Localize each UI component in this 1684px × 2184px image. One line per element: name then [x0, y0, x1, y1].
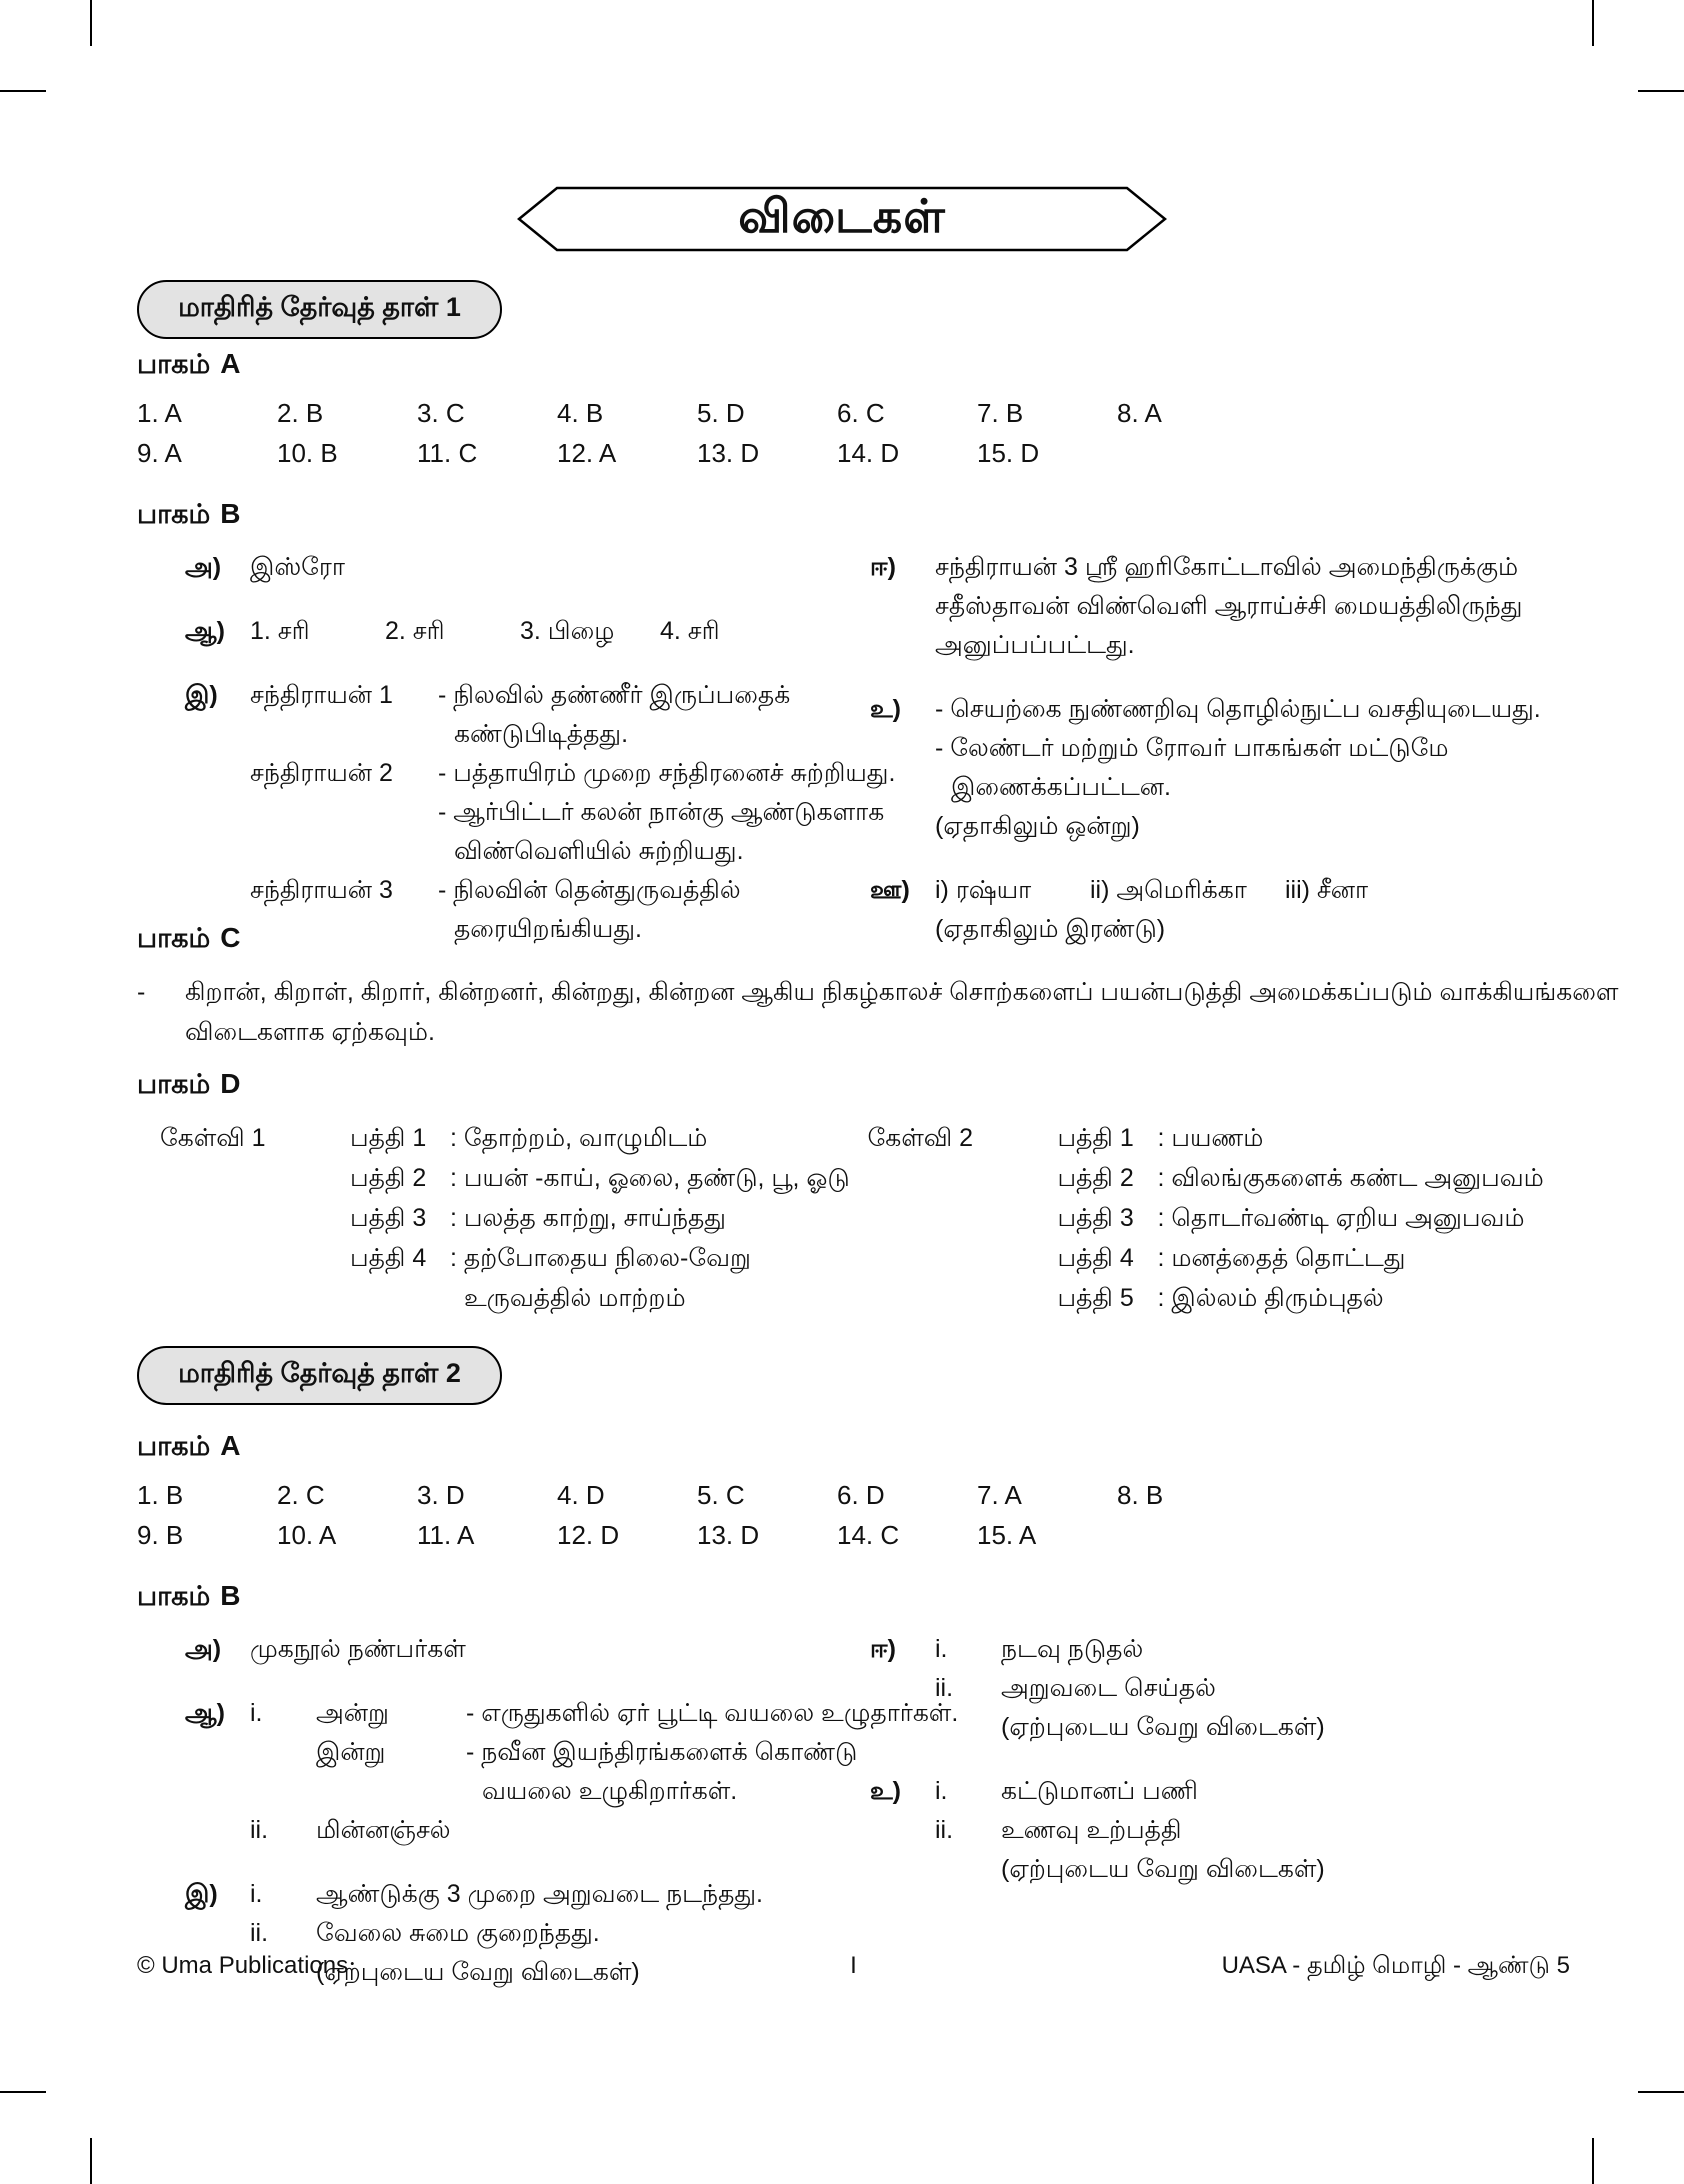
mission-name: சந்திராயன் 3 [250, 876, 393, 904]
paragraph-label: பத்தி 1 [350, 1124, 427, 1152]
answer-note: (ஏதாகிலும் இரண்டு) [935, 915, 1166, 943]
part-heading-letter: C [220, 922, 241, 953]
paper1-part-c-heading [137, 922, 1570, 958]
answer-cell: 3. C [417, 398, 465, 428]
paper1-part-b-left-column [137, 548, 896, 974]
answer-text: இஸ்ரோ [250, 553, 345, 581]
answer-cell: 14. C [837, 1520, 900, 1550]
section-label: உ) [870, 695, 902, 723]
numbered-row [935, 1708, 1570, 1747]
answer-item-u [870, 1772, 1570, 1889]
answer-cell: 10. A [277, 1520, 337, 1550]
paragraph-answer: : பயணம் [1157, 1124, 1264, 1152]
paragraph-label: பத்தி 3 [350, 1204, 427, 1232]
paragraph-row [868, 1238, 1571, 1278]
paragraph-label: பத்தி 2 [350, 1164, 427, 1192]
answer-cell: 6. C [837, 398, 885, 428]
paragraph-row [868, 1158, 1571, 1198]
answer-item-ii [870, 548, 1570, 665]
copyright-text: © Uma Publications [137, 1952, 349, 1979]
numbered-row [935, 1811, 1570, 1850]
answer-cell: 7. B [977, 398, 1024, 428]
answer-note: (ஏதாகிலும் ஒன்று) [935, 812, 1140, 840]
paragraph-label: பத்தி 5 [1057, 1284, 1134, 1312]
answer-cell: 4. D [557, 1480, 605, 1510]
answer-text: - நிலவில் தண்ணீர் இருப்பதைக் [438, 681, 791, 709]
answer-text: வேலை சுமை குறைந்தது. [316, 1919, 600, 1947]
chandrayaan-row [250, 676, 870, 754]
paper1-part-b-right-column [870, 548, 1570, 974]
answer-cell: 15. D [977, 438, 1040, 468]
country-answer: i) ரஷ்யா [935, 876, 1032, 904]
paper2-part-a-answers-row1 [137, 1480, 1570, 1511]
question-name [868, 1158, 1058, 1198]
answer-text: தரையிறங்கியது. [454, 915, 642, 943]
part-heading-tamil: பாகம் [137, 349, 211, 379]
question-name: கேள்வி 2 [867, 1124, 974, 1152]
time-word [316, 1772, 466, 1811]
answer-cell: 2. B [277, 398, 324, 428]
answer-cell: 9. A [137, 438, 182, 468]
answer-text: - நவீன இயந்திரங்களைக் கொண்டு [466, 1738, 858, 1766]
paper1-part-c-note [137, 972, 1619, 1052]
roman-numeral: i. [250, 1880, 263, 1908]
true-false-answer: 3. பிழை [520, 617, 615, 645]
question-name [868, 1278, 1058, 1318]
paragraph-label [350, 1278, 450, 1318]
answer-cell: 6. D [837, 1480, 885, 1510]
numbered-row [250, 1694, 959, 1733]
paper1-part-a-heading [137, 348, 1570, 384]
part-heading-tamil: பாகம் [137, 923, 211, 953]
paragraph-answer: : தற்போதைய நிலை-வேறு [450, 1244, 751, 1272]
mission-name: சந்திராயன் 1 [250, 681, 393, 709]
answer-text: கிறான், கிறாள், கிறார், கின்றனர், கின்றது, கின்றன ஆகிய நிகழ்காலச் சொற்களைப் பயன்படுத்தி அமைக்கப்படும் வாக்கியங்களை [185, 978, 1619, 1006]
paragraph-answer: : தொடர்வண்டி ஏறிய அனுபவம் [1157, 1204, 1525, 1232]
answer-note: (ஏற்புடைய வேறு விடைகள்) [1001, 1713, 1325, 1741]
answer-text: - நிலவின் தென்துருவத்தில் [438, 876, 741, 904]
part-heading-letter: B [220, 498, 241, 529]
crop-mark-top-right-horizontal [1638, 90, 1684, 92]
paper2-part-a-answers-row2 [137, 1520, 1570, 1551]
answer-cell: 12. A [557, 438, 617, 468]
part-heading-tamil: பாகம் [137, 1431, 211, 1461]
answer-item-a [137, 548, 870, 587]
crop-mark-bottom-right-horizontal [1638, 2091, 1684, 2093]
answer-item-a [137, 1630, 870, 1669]
roman-numeral: ii. [935, 1674, 954, 1702]
paragraph-label: பத்தி 2 [1057, 1164, 1134, 1192]
chandrayaan-row [250, 754, 896, 871]
paragraph-label: பத்தி 4 [350, 1244, 427, 1272]
paragraph-answer: : விலங்குகளைக் கண்ட அனுபவம் [1157, 1164, 1544, 1192]
answer-text: ஆண்டுக்கு 3 முறை அறுவடை நடந்தது. [316, 1880, 763, 1908]
paper1-part-d-heading [137, 1068, 1570, 1104]
page-number: I [850, 1952, 857, 1979]
paper1-part-a-answers-row2 [137, 438, 1570, 469]
answer-cell: 15. A [977, 1520, 1037, 1550]
section-label: இ) [185, 1880, 218, 1908]
roman-numeral: ii. [250, 1919, 269, 1947]
paragraph-row [160, 1278, 863, 1318]
crop-mark-top-right-vertical [1592, 0, 1594, 46]
numbered-row [250, 1811, 870, 1850]
answer-cell: 9. B [137, 1520, 184, 1550]
answer-cell: 2. C [277, 1480, 325, 1510]
answer-cell: 8. B [1117, 1480, 1164, 1510]
section-label: ஆ) [185, 1699, 225, 1727]
answer-text: முகநூல் நண்பர்கள் [250, 1635, 466, 1663]
crop-mark-top-left-vertical [90, 0, 92, 46]
crop-mark-top-left-horizontal [0, 90, 46, 92]
crop-mark-bottom-left-vertical [90, 2138, 92, 2184]
question-name [160, 1278, 350, 1318]
roman-numeral: i. [935, 1635, 948, 1663]
roman-numeral [935, 1708, 1001, 1747]
roman-numeral [250, 1772, 316, 1811]
paper1-part-d [137, 1068, 1570, 1318]
part-heading-letter: D [220, 1068, 241, 1099]
crop-mark-bottom-left-horizontal [0, 2091, 46, 2093]
answer-text: உணவு உற்பத்தி [1001, 1816, 1182, 1844]
dash-bullet: - [137, 978, 146, 1006]
paper1-part-a-answers-row1 [137, 398, 1570, 429]
answer-text: விண்வெளியில் சுற்றியது. [454, 837, 744, 865]
answer-cell: 14. D [837, 438, 900, 468]
answer-cell: 13. D [697, 438, 760, 468]
section-label: ஆ) [185, 617, 225, 645]
paragraph-row [160, 1198, 863, 1238]
answer-text: - ஆர்பிட்டர் கலன் நான்கு ஆண்டுகளாக [438, 798, 885, 826]
paragraph-answer: : மனத்தைத் தொட்டது [1157, 1244, 1406, 1272]
answer-note: (ஏற்புடைய வேறு விடைகள்) [316, 1958, 640, 1986]
numbered-row [250, 1733, 870, 1772]
answer-item-aa [137, 612, 870, 651]
answer-text: - எருதுகளில் ஏர் பூட்டி வயலை உழுதார்கள். [466, 1699, 959, 1727]
answer-text: கட்டுமானப் பணி [1001, 1777, 1198, 1805]
answer-text: வயலை உழுகிறார்கள். [482, 1777, 738, 1805]
question-name [160, 1158, 350, 1198]
part-heading-tamil: பாகம் [137, 499, 211, 529]
paper2-badge-label: மாதிரித் தேர்வுத் தாள் 2 [178, 1358, 461, 1388]
answer-cell: 1. B [137, 1480, 184, 1510]
section-label: ஈ) [870, 553, 896, 581]
paragraph-row [868, 1118, 1571, 1158]
time-word: இன்று [316, 1738, 386, 1766]
paper1-part-b [137, 498, 1570, 974]
answer-text: - லேண்டர் மற்றும் ரோவர் பாகங்கள் மட்டுமே [935, 734, 1449, 762]
paragraph-answer: : தோற்றம், வாழுமிடம் [450, 1124, 708, 1152]
true-false-answer: 2. சரி [385, 617, 445, 645]
paper1-badge [137, 280, 502, 339]
crop-mark-bottom-right-vertical [1592, 2138, 1594, 2184]
roman-numeral: ii. [250, 1816, 269, 1844]
paragraph-row [868, 1278, 1571, 1318]
numbered-row [250, 1875, 870, 1914]
answer-cell: 5. C [697, 1480, 745, 1510]
answer-cell: 3. D [417, 1480, 465, 1510]
book-series-text: UASA - தமிழ் மொழி - ஆண்டு 5 [1221, 1952, 1570, 1979]
section-label: அ) [185, 1635, 222, 1663]
roman-numeral: i. [935, 1777, 948, 1805]
page-title: விடைகள் [738, 189, 946, 242]
question-name [868, 1238, 1058, 1278]
paragraph-answer: : பலத்த காற்று, சாய்ந்தது [450, 1204, 726, 1232]
paragraph-answer: உருவத்தில் மாற்றம் [464, 1284, 686, 1312]
answer-cell: 4. B [557, 398, 604, 428]
true-false-answer: 4. சரி [660, 617, 720, 645]
paragraph-row [868, 1198, 1571, 1238]
paragraph-row [160, 1158, 863, 1198]
section-label: இ) [185, 681, 218, 709]
numbered-row [250, 1772, 870, 1811]
paper2-part-a [137, 1430, 1570, 1551]
answer-text: அனுப்பப்பட்டது. [935, 631, 1135, 659]
roman-numeral: ii. [935, 1816, 954, 1844]
answer-item-i [137, 676, 896, 949]
question2-block [863, 1118, 1571, 1318]
title-banner [517, 186, 1167, 252]
country-answer: iii) சீனா [1285, 876, 1369, 904]
paragraph-answer: : பயன் -காய், ஓலை, தண்டு, பூ, ஓடு [450, 1164, 850, 1192]
paragraph-answer: : இல்லம் திரும்புதல் [1157, 1284, 1384, 1312]
answer-text: சந்திராயன் 3 ஸ்ரீ ஹரிகோட்டாவில் அமைந்திருக்கும் [935, 553, 1519, 581]
country-answer: ii) அமெரிக்கா [1090, 876, 1247, 904]
part-heading-tamil: பாகம் [137, 1069, 211, 1099]
answer-item-aa [137, 1694, 959, 1850]
answer-cell: 8. A [1117, 398, 1162, 428]
time-word: அன்று [316, 1699, 389, 1727]
answer-text: கண்டுபிடித்தது. [454, 720, 629, 748]
paper1-part-c [137, 922, 1619, 1052]
numbered-row [935, 1630, 1570, 1669]
answer-text: விடைகளாக ஏற்கவும். [185, 1018, 435, 1046]
paragraph-row [160, 1118, 863, 1158]
question-name: கேள்வி 1 [160, 1124, 266, 1152]
paper2-part-b-heading [137, 1580, 1570, 1616]
roman-numeral [935, 1850, 1001, 1889]
paper1-part-b-heading [137, 498, 1570, 534]
part-heading-letter: A [220, 1430, 241, 1461]
question-name [160, 1198, 350, 1238]
paper1-part-a [137, 348, 1570, 469]
paper2-part-a-heading [137, 1430, 1570, 1466]
section-label: ஊ) [870, 876, 910, 904]
paper2-badge [137, 1346, 502, 1405]
part-heading-letter: A [220, 348, 241, 379]
mission-name: சந்திராயன் 2 [250, 759, 393, 787]
true-false-answer: 1. சரி [250, 617, 310, 645]
answer-text: - பத்தாயிரம் முறை சந்திரனைச் சுற்றியது. [438, 759, 896, 787]
answer-cell: 7. A [977, 1480, 1022, 1510]
question-name [160, 1238, 350, 1278]
answer-text: - செயற்கை நுண்ணறிவு தொழில்நுட்ப வசதியுடையது. [935, 695, 1541, 723]
paper1-part-b-columns [137, 548, 1570, 974]
paper1-badge-label: மாதிரித் தேர்வுத் தாள் 1 [178, 292, 461, 322]
numbered-row [250, 1914, 870, 1953]
answer-text: மின்னஞ்சல் [316, 1816, 451, 1844]
answer-cell: 1. A [137, 398, 182, 428]
answer-cell: 12. D [557, 1520, 620, 1550]
numbered-row [935, 1850, 1570, 1889]
roman-numeral [250, 1733, 316, 1772]
answer-cell: 11. C [417, 438, 478, 468]
answer-text: சதீஸ்தாவன் விண்வெளி ஆராய்ச்சி மையத்திலிருந்து [935, 592, 1523, 620]
numbered-row [935, 1772, 1570, 1811]
section-label: ஈ) [870, 1635, 896, 1663]
question-name [868, 1198, 1058, 1238]
answer-item-u [870, 690, 1570, 846]
paragraph-label: பத்தி 1 [1057, 1124, 1134, 1152]
paper1-part-d-columns [137, 1118, 1570, 1318]
answer-cell: 5. D [697, 398, 745, 428]
answer-text: இணைக்கப்பட்டன. [951, 773, 1171, 801]
section-label: உ) [870, 1777, 902, 1805]
answer-text: அறுவடை செய்தல் [1001, 1674, 1216, 1702]
answer-cell: 13. D [697, 1520, 760, 1550]
numbered-row [935, 1669, 1570, 1708]
paper2-part-b-right-column [870, 1630, 1570, 1914]
part-heading-letter: B [220, 1580, 241, 1611]
answer-cell: 10. B [277, 438, 338, 468]
part-heading-tamil: பாகம் [137, 1581, 211, 1611]
answer-text: நடவு நடுதல் [1001, 1635, 1144, 1663]
answer-item-ii [870, 1630, 1570, 1747]
section-label: அ) [185, 553, 222, 581]
paragraph-label: பத்தி 4 [1057, 1244, 1134, 1272]
question1-block [137, 1118, 863, 1318]
answer-note: (ஏற்புடைய வேறு விடைகள்) [1001, 1855, 1325, 1883]
paragraph-row [160, 1238, 863, 1278]
roman-numeral: i. [250, 1699, 263, 1727]
answer-cell: 11. A [417, 1520, 475, 1550]
paragraph-label: பத்தி 3 [1057, 1204, 1134, 1232]
